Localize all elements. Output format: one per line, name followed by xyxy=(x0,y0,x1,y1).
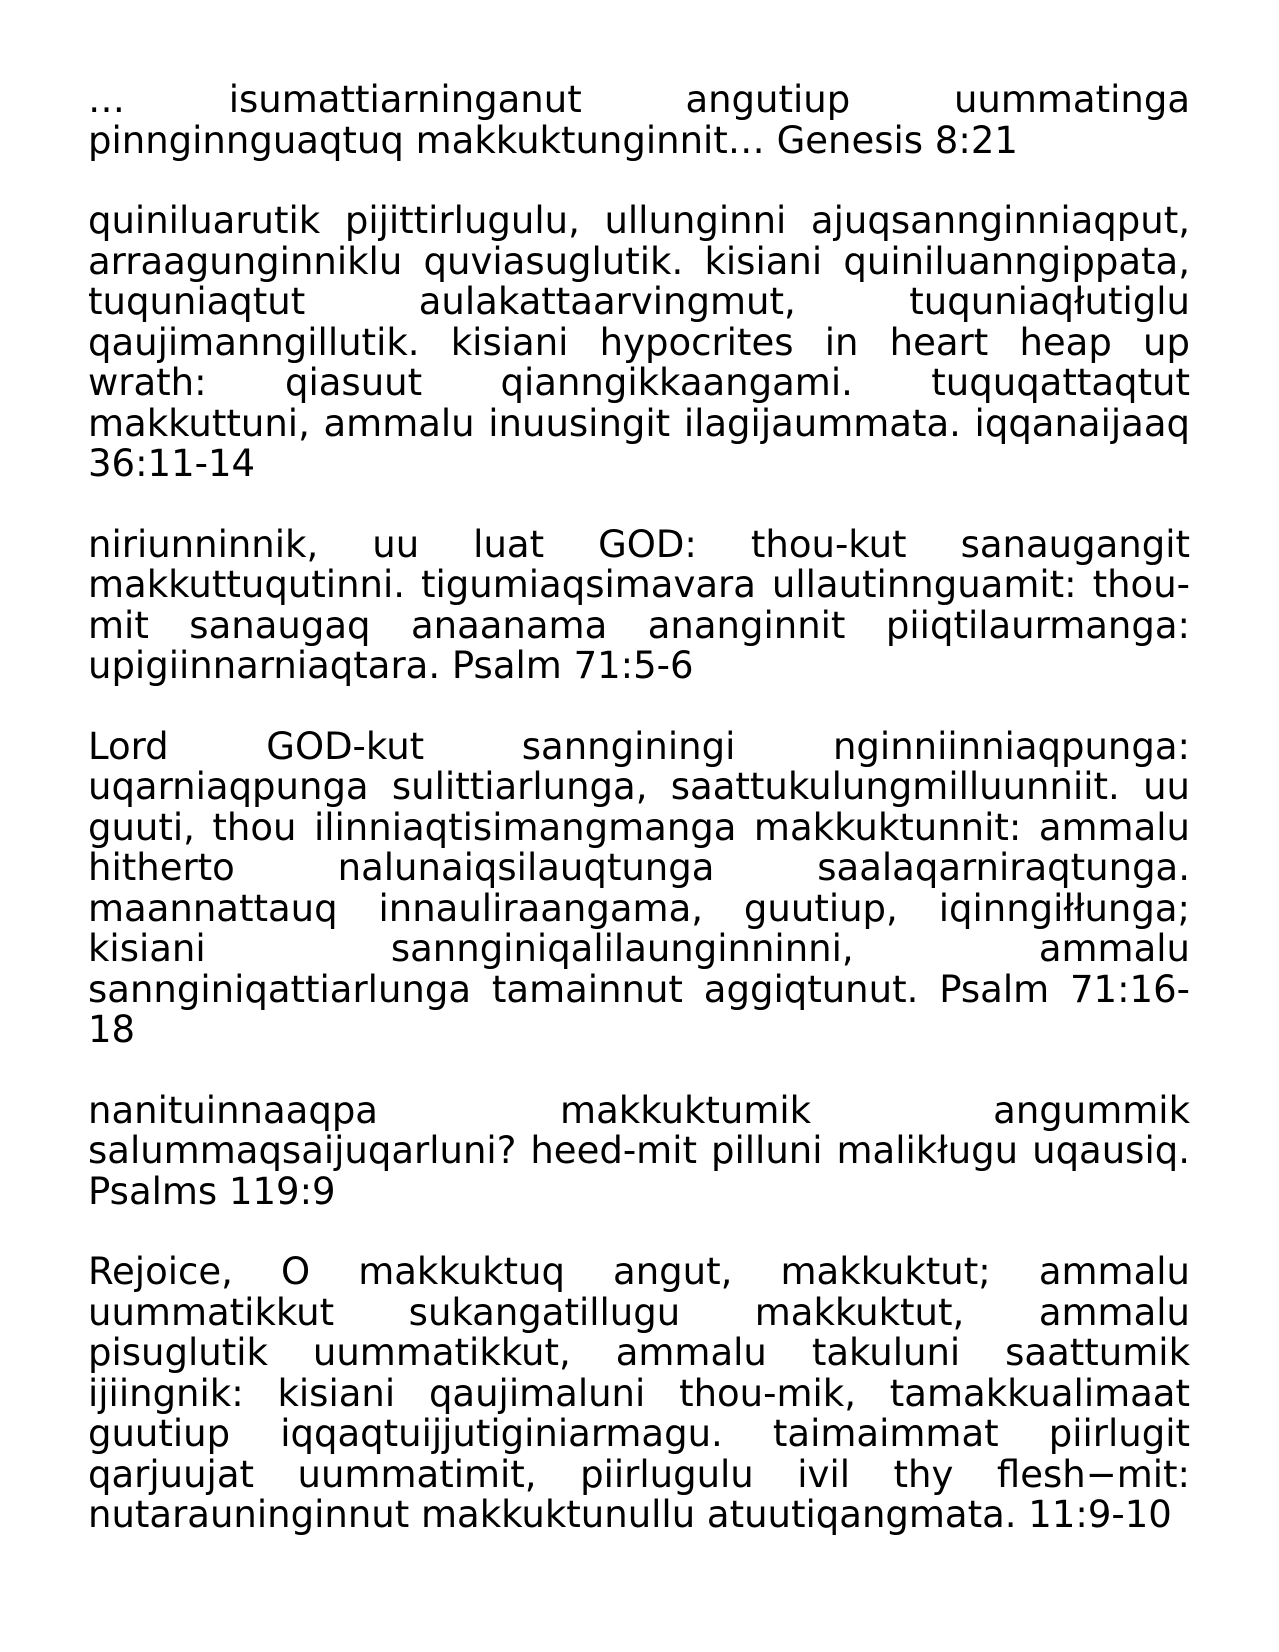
paragraph-genesis: … isumattiarninganut angutiup uummatinga pinnginnguaqtuq makkuktunginnit… Genesis 8:21 xyxy=(88,78,1190,162)
paragraph-psalm-71-5: niriunninnik, uu luat GOD: thou-kut sanaugangit makkuttuqutinni. tigumiaqsimavara ullautinnguamit: thou-mit sanaugaq anaanama ananginnit piiqtilaurmanga: upigiinnarniaqtara. Psalm 71:5-6 xyxy=(88,522,1190,687)
paragraph-psalm-71-16: Lord GOD-kut sannginingi nginniinniaqpunga: uqarniaqpunga sulittiarlunga, saattukulungmilluunniit. uu guuti, thou ilinniaqtisimangmanga makkuktunnit: ammalu hitherto nalunaiqsilauqtunga saalaqarniraqtunga. maannattauq innauliraangama, guutiup, iqinngiłłunga; kisiani sannginiqalilaunginninni, ammalu sannginiqattiarlunga tamainnut aggiqtunut. Psalm 71:16-18 xyxy=(88,724,1190,1051)
paragraph-iqqanaijaaq: quiniluarutik pijittirlugulu, ullunginni ajuqsannginniaqput, arraagunginniklu quviasuglutik. kisiani quiniluanngippata, tuquniaqtut aulakattaarvingmut, tuquniaqłutiglu qaujimanngillutik. kisiani hypocrites in heart heap up wrath: qiasuut qianngikkaangami. tuquqattaqtut makkuttuni, ammalu inuusingit ilagijaummata. iqqanaijaaq 36:11-14 xyxy=(88,199,1190,485)
paragraph-rejoice: Rejoice, O makkuktuq angut, makkuktut; ammalu uummatikkut sukangatillugu makkuktut, ammalu pisuglutik uummatikkut, ammalu takuluni saattumik ijiingnik: kisiani qaujimaluni thou-mik, tamakkualimaat guutiup iqqaqtuijjutiginiarmagu. taimaimmat piirlugit qarjuujat uummatimit, piirlugulu ivil thy flesh−mit: nutarauninginnut makkuktunullu atuutiqangmata. 11:9-10 xyxy=(88,1250,1190,1536)
paragraph-psalms-119: nanituinnaaqpa makkuktumik angummik salummaqsaijuqarluni? heed-mit pilluni malikługu uqausiq. Psalms 119:9 xyxy=(88,1088,1190,1213)
document-page xyxy=(88,80,1190,1576)
